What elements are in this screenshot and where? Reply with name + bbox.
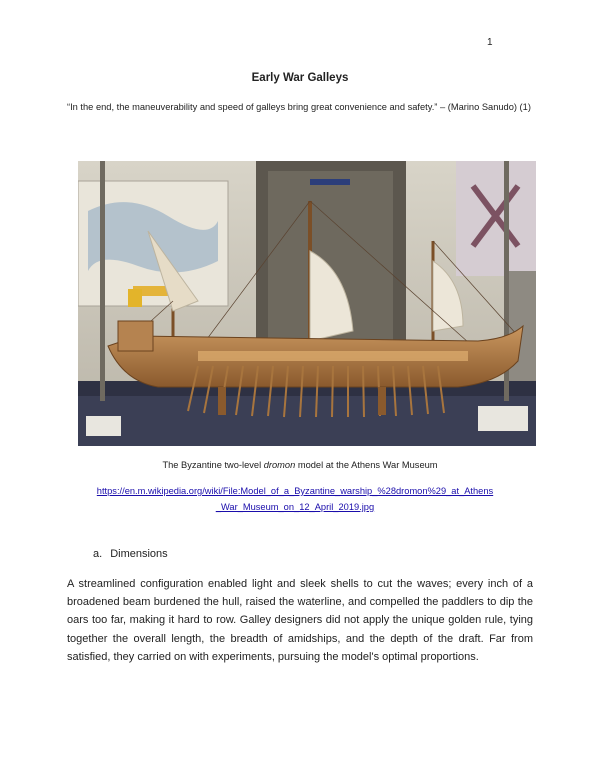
section-marker: a. [93,548,103,560]
section-heading-text: Dimensions [110,548,168,560]
figure-caption [0,460,600,470]
section-body-paragraph: A streamlined configuration enabled light and sleek shells to cut the waves; every inch of a broadened beam burdened the hull, raised the waterline, and compelled the paddlers to dip the oars too far, making it hard to row. Galley designers did not apply the unique golden rule, tying together the overall length, the breadth of amidships, and the depth of the draft. Far from satisfied, they carried on with experiments, pursuing the model's optimal proportions. [67,578,533,663]
section-heading [93,548,168,560]
caption-text-after: model at the Athens War Museum [295,460,438,470]
page-number: 1 [487,37,493,48]
caption-ship-type: dromon [263,460,296,470]
dromon-model-photo [78,161,536,446]
ship-model-illustration [78,161,536,446]
caption-text-before: The Byzantine two-level [162,460,264,470]
epigraph-quote: “In the end, the maneuverability and speed of galleys bring great convenience and safety.” – (Marino Sanudo) (1) [67,102,531,112]
page-title: Early War Galleys [251,72,349,84]
image-source-link[interactable]: https://en.m.wikipedia.org/wiki/File:Model_of_a_Byzantine_warship_%28dromon%29_at_Athens_War_Museum_on_12_April_2019.jpg [96,486,494,512]
